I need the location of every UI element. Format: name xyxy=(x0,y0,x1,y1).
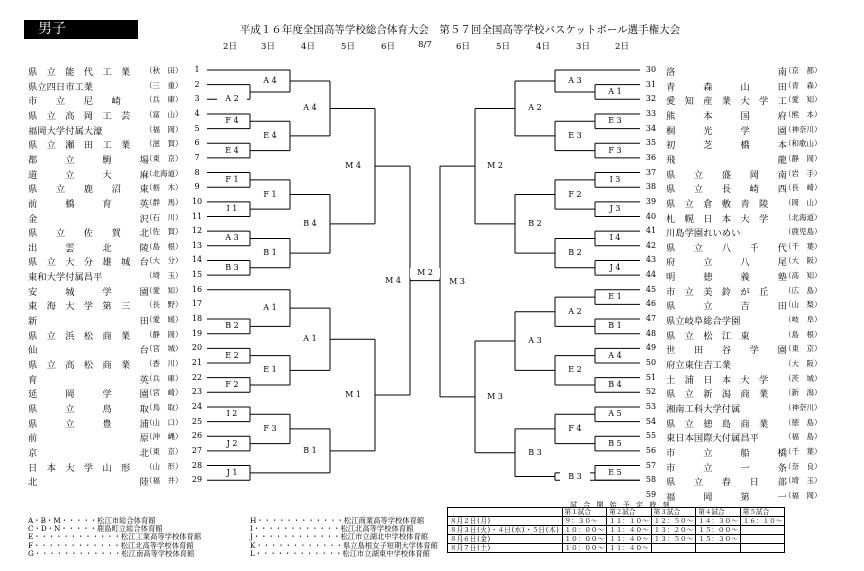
tournament-title: 平成１６年度全国高等学校総合体育大会 第５７回全国高等学校バスケットボール選手権大会 xyxy=(239,24,681,36)
seed-number: 26 xyxy=(191,431,203,441)
seed-number: 39 xyxy=(645,196,657,206)
team-name: 県 立 八 千 代 xyxy=(666,242,787,254)
match-label: B 2 xyxy=(217,321,247,331)
team-prefecture: （大 阪） xyxy=(784,256,822,266)
team-prefecture: （栃 木） xyxy=(145,183,183,193)
team-name: 県 立 浜 松 商 業 xyxy=(28,330,131,342)
match-label: M 3 xyxy=(442,277,472,287)
seed-number: 9 xyxy=(194,182,200,192)
match-label: I 3 xyxy=(600,175,630,185)
legend-line: G・・・・・・・・・・・・松江南高等学校体育館 xyxy=(28,548,195,558)
schedule-cell: １０：００～ xyxy=(562,535,607,544)
team-name: 都 立 駒 場 xyxy=(28,154,149,166)
seed-number: 4 xyxy=(194,108,200,118)
team-prefecture: （広 島） xyxy=(784,285,822,295)
seed-number: 23 xyxy=(191,387,203,397)
seed-number: 57 xyxy=(645,460,657,470)
team-name: 飛 龍 xyxy=(666,154,787,166)
schedule-cell: １３：２０～ xyxy=(651,526,696,535)
seed-number: 10 xyxy=(191,196,203,206)
match-label: A 5 xyxy=(600,409,630,419)
match-label: E 4 xyxy=(255,131,285,141)
match-label: M 2 xyxy=(480,161,510,171)
schedule-cell: １１：４０～ xyxy=(607,535,652,544)
schedule-cell: 第２試合 xyxy=(607,508,652,517)
seed-number: 20 xyxy=(191,343,203,353)
match-label: J 1 xyxy=(217,468,247,478)
schedule-cell: １４：３０～ xyxy=(696,517,741,526)
team-prefecture: （愛 媛） xyxy=(145,315,183,325)
team-prefecture: （宮 城） xyxy=(145,344,183,354)
team-name: 出 雲 北 陵 xyxy=(28,242,149,254)
seed-number: 19 xyxy=(191,328,203,338)
team-prefecture: （群 馬） xyxy=(145,197,183,207)
team-prefecture: （北海道） xyxy=(145,168,183,178)
seed-number: 12 xyxy=(191,226,203,236)
match-label: A 4 xyxy=(295,103,325,113)
venue-legend-left xyxy=(28,517,201,558)
match-label: B 3 xyxy=(560,472,590,482)
match-label: I 1 xyxy=(217,204,247,214)
seed-number: 36 xyxy=(645,152,657,162)
match-label: M 3 xyxy=(480,392,510,402)
match-label: F 2 xyxy=(560,190,590,200)
team-name: 前 橋 育 英 xyxy=(28,198,149,210)
team-prefecture: （神奈川） xyxy=(784,402,822,412)
team-name: 県 立 吉 田 xyxy=(666,301,787,313)
team-prefecture: （三 重） xyxy=(145,80,183,90)
match-label: E 3 xyxy=(600,116,630,126)
team-prefecture: （山 梨） xyxy=(784,300,822,310)
team-name: 明 徳 義 塾 xyxy=(666,272,787,284)
seed-number: 46 xyxy=(645,299,657,309)
match-label: I 4 xyxy=(600,233,630,243)
seed-number: 27 xyxy=(191,445,203,455)
schedule-cell xyxy=(740,544,785,553)
team-name: 県 立 春 日 部 xyxy=(666,477,787,489)
team-prefecture: （茨 城） xyxy=(784,373,822,383)
team-name: 北 陸 xyxy=(28,477,149,489)
match-label: A 3 xyxy=(520,336,550,346)
schedule-cell: １３：５０～ xyxy=(651,535,696,544)
legend-line: J・・・・・・・・・・・・松江市立湖北中学校体育館 xyxy=(250,532,429,542)
seed-number: 52 xyxy=(645,387,657,397)
match-label: J 3 xyxy=(600,204,630,214)
team-prefecture: （兵 庫） xyxy=(145,373,183,383)
team-name: 湘南工科大学付属 xyxy=(666,403,741,415)
schedule-cell: １６：１０～ xyxy=(740,517,785,526)
team-prefecture: （島 根） xyxy=(145,241,183,251)
team-name: 桐 光 学 園 xyxy=(666,125,787,137)
schedule-cell: 第５試合 xyxy=(740,508,785,517)
match-label: F 1 xyxy=(255,190,285,200)
team-prefecture: （島 根） xyxy=(784,329,822,339)
team-name: 県 立 高 松 商 業 xyxy=(28,360,131,371)
team-name: 仙 台 xyxy=(28,345,149,357)
team-prefecture: （長 野） xyxy=(145,300,183,310)
team-prefecture: （愛 知） xyxy=(145,285,183,295)
team-prefecture: （静 岡） xyxy=(145,329,183,339)
match-label: B 5 xyxy=(600,439,630,449)
seed-number: 2 xyxy=(194,79,200,89)
team-prefecture: （石 川） xyxy=(145,212,183,222)
day-header: 6日 xyxy=(381,42,395,52)
team-prefecture: （千 葉） xyxy=(784,446,822,456)
day-header: 3日 xyxy=(576,42,590,52)
schedule-cell: 第１試合 xyxy=(562,508,607,517)
schedule-cell: １０：００～ xyxy=(562,544,607,553)
match-label: B 1 xyxy=(600,321,630,331)
team-prefecture: （千 葉） xyxy=(784,241,822,251)
team-name: 県立四日市工業 xyxy=(28,81,94,93)
seed-number: 35 xyxy=(645,138,657,148)
team-prefecture: （岐 阜） xyxy=(784,315,822,325)
team-prefecture: （青 森） xyxy=(784,80,822,90)
team-name: 県 立 鹿 沼 東 xyxy=(28,184,149,196)
seed-number: 55 xyxy=(645,431,657,441)
seed-number: 17 xyxy=(191,299,203,309)
match-label: E 2 xyxy=(560,365,590,375)
seed-number: 51 xyxy=(645,372,657,382)
match-label: F 1 xyxy=(217,175,247,185)
team-name: 県 立 鳥 取 xyxy=(28,403,149,415)
team-name: 東日本国際大付属昌平 xyxy=(666,433,759,445)
schedule-row xyxy=(448,544,785,553)
legend-line: K・・・・・・・・・・・・県立島根女子短期大学体育館 xyxy=(250,540,438,550)
schedule-cell: 第４試合 xyxy=(696,508,741,517)
team-name: 愛 知 産 業 大 学 工 xyxy=(666,96,787,108)
match-label: A 3 xyxy=(217,233,247,243)
match-label: E 1 xyxy=(255,365,285,375)
match-label: A 2 xyxy=(217,94,247,104)
seed-number: 31 xyxy=(645,79,657,89)
team-prefecture: （香 川） xyxy=(145,359,183,368)
match-label: A 1 xyxy=(255,303,285,313)
team-prefecture: （静 岡） xyxy=(784,153,822,163)
match-label: F 4 xyxy=(217,116,247,126)
team-name: 県 立 新 潟 商 業 xyxy=(666,389,769,401)
seed-number: 56 xyxy=(645,445,657,455)
seed-number: 14 xyxy=(191,255,203,265)
match-label: A 3 xyxy=(560,76,590,86)
seed-number: 59 xyxy=(645,489,657,499)
match-label: J 4 xyxy=(600,263,630,273)
legend-line: F・・・・・・・・・・・・松江北高等学校体育館 xyxy=(28,540,194,550)
venue-legend-right xyxy=(250,517,438,558)
match-label: E 1 xyxy=(600,292,630,302)
schedule-cell: １１：１０～ xyxy=(607,517,652,526)
team-name: 初 芝 橋 本 xyxy=(666,140,787,152)
team-prefecture: （兵 庫） xyxy=(145,95,183,105)
schedule-cell: ８月６日(金) xyxy=(448,535,563,544)
team-prefecture: （山 形） xyxy=(145,461,183,471)
team-name: 洛 南 xyxy=(666,67,787,78)
team-name: 県 立 倉 敷 青 陵 xyxy=(666,198,769,210)
schedule-cell: １５：００～ xyxy=(696,526,741,535)
day-header: 5日 xyxy=(341,42,355,52)
team-prefecture: （東 京） xyxy=(784,344,822,354)
team-prefecture: （宮 崎） xyxy=(145,388,183,398)
team-name: 県 立 豊 浦 xyxy=(28,418,149,430)
team-prefecture: （秋 田） xyxy=(145,66,183,75)
schedule-cell: １１：４０～ xyxy=(607,544,652,553)
seed-number: 8 xyxy=(194,167,200,177)
match-label: M 4 xyxy=(378,276,408,286)
match-label: M 1 xyxy=(338,390,368,400)
team-name: 熊 本 国 府 xyxy=(666,110,787,122)
seed-number: 7 xyxy=(194,152,200,162)
schedule-cell xyxy=(696,544,741,553)
match-label: B 1 xyxy=(295,446,325,456)
seed-number: 28 xyxy=(191,460,203,470)
match-label: M 2 xyxy=(410,268,440,278)
seed-number: 53 xyxy=(645,401,657,411)
team-name: 青 森 山 田 xyxy=(666,81,787,93)
seed-number: 21 xyxy=(191,358,203,367)
day-header: 2日 xyxy=(615,42,629,52)
match-label: B 4 xyxy=(295,219,325,229)
team-prefecture: （東 京） xyxy=(145,446,183,456)
team-prefecture: （新 潟） xyxy=(784,388,822,398)
team-name: 県 立 長 崎 西 xyxy=(666,184,787,196)
day-header: 6日 xyxy=(456,42,470,52)
team-name: 府立東住吉工業 xyxy=(666,360,732,371)
seed-number: 50 xyxy=(645,358,657,367)
match-label: A 2 xyxy=(520,103,550,113)
gender-label: 男子 xyxy=(24,20,138,39)
seed-number: 1 xyxy=(194,65,200,74)
team-prefecture: （埼 玉） xyxy=(784,476,822,486)
team-prefecture: （福 岡） xyxy=(784,490,822,500)
team-name: 市 立 尼 崎 xyxy=(28,96,121,108)
team-name: 金 沢 xyxy=(28,213,149,225)
seed-number: 22 xyxy=(191,372,203,382)
match-label: J 2 xyxy=(217,439,247,449)
team-name: 育 英 xyxy=(28,374,149,386)
team-prefecture: （高 知） xyxy=(784,271,822,281)
schedule-title: 試 合 開 始 予 定 時 刻 xyxy=(570,501,672,509)
match-label: A 1 xyxy=(600,87,630,97)
seed-number: 45 xyxy=(645,284,657,294)
seed-number: 33 xyxy=(645,108,657,118)
schedule-table xyxy=(447,507,785,553)
seed-number: 30 xyxy=(645,65,657,74)
team-prefecture: （鳥 取） xyxy=(145,402,183,412)
team-name: 前 原 xyxy=(28,433,149,445)
seed-number: 48 xyxy=(645,328,657,338)
day-header: 3日 xyxy=(261,42,275,52)
seed-number: 54 xyxy=(645,416,657,426)
team-name: 府 立 八 尾 xyxy=(666,257,787,269)
team-name: 新 田 xyxy=(28,316,149,328)
team-name: 県立岐阜総合学園 xyxy=(666,316,741,328)
team-name: 県 立 瀬 田 工 業 xyxy=(28,140,131,152)
team-name: 市 立 一 条 xyxy=(666,462,787,474)
team-name: 県 立 徳 島 商 業 xyxy=(666,418,769,430)
team-name: 東 海 大 学 第 三 xyxy=(28,301,131,313)
match-label: F 2 xyxy=(217,380,247,390)
team-prefecture: （長 崎） xyxy=(784,183,822,193)
match-label: E 2 xyxy=(217,351,247,361)
team-prefecture: （滋 賀） xyxy=(145,139,183,149)
team-name: 市 立 船 橋 xyxy=(666,447,787,459)
team-name: 京 北 xyxy=(28,447,149,459)
team-name: 川島学園れいめい xyxy=(666,228,741,240)
team-prefecture: （和歌山） xyxy=(784,139,822,149)
team-prefecture: （福 島） xyxy=(784,432,822,442)
team-name: 県 立 佐 賀 北 xyxy=(28,228,149,240)
schedule-row xyxy=(448,535,785,544)
seed-number: 38 xyxy=(645,182,657,192)
schedule-cell: 第３試合 xyxy=(651,508,696,517)
day-header: 8/7 xyxy=(418,40,432,50)
schedule-cell: １５：３０～ xyxy=(696,535,741,544)
team-prefecture: （神奈川） xyxy=(784,124,822,134)
team-name: 県 立 盛 岡 南 xyxy=(666,169,787,181)
team-prefecture: （徳 島） xyxy=(784,417,822,427)
team-prefecture: （東 京） xyxy=(145,153,183,163)
team-prefecture: （大 阪） xyxy=(784,359,822,368)
seed-number: 25 xyxy=(191,416,203,426)
seed-number: 3 xyxy=(194,94,200,104)
seed-number: 34 xyxy=(645,123,657,133)
seed-number: 18 xyxy=(191,314,203,324)
schedule-cell: １０：００～ xyxy=(562,526,607,535)
schedule-cell xyxy=(651,544,696,553)
team-name: 県 立 松 江 東 xyxy=(666,330,750,342)
match-label: E 4 xyxy=(217,146,247,156)
schedule-cell: ８月３日(火)・４日(水)・５日(木) xyxy=(448,526,563,535)
team-prefecture: （佐 賀） xyxy=(145,227,183,237)
match-label: E 5 xyxy=(600,468,630,478)
seed-number: 41 xyxy=(645,226,657,236)
match-label: A 4 xyxy=(255,76,285,86)
seed-number: 6 xyxy=(194,138,200,148)
team-prefecture: （沖 縄） xyxy=(145,432,183,442)
team-name: 福 岡 第 一 xyxy=(666,491,787,503)
team-prefecture: （岩 手） xyxy=(784,168,822,178)
seed-number: 49 xyxy=(645,343,657,353)
team-name: 日 本 大 学 山 形 xyxy=(28,462,131,474)
day-header: 5日 xyxy=(496,42,510,52)
match-label: B 2 xyxy=(560,248,590,258)
schedule-cell xyxy=(448,508,563,517)
day-header: 4日 xyxy=(301,42,315,52)
match-label: F 3 xyxy=(600,146,630,156)
seed-number: 44 xyxy=(645,270,657,280)
day-header: 2日 xyxy=(223,42,237,52)
team-prefecture: （大 分） xyxy=(145,256,183,266)
schedule-cell: １２：５０～ xyxy=(651,517,696,526)
team-name: 東和大学付属昌平 xyxy=(28,272,103,284)
seed-number: 43 xyxy=(645,255,657,265)
seed-number: 16 xyxy=(191,284,203,294)
seed-number: 40 xyxy=(645,211,657,221)
match-label: A 2 xyxy=(560,307,590,317)
team-prefecture: （奈 良） xyxy=(784,461,822,471)
seed-number: 42 xyxy=(645,240,657,250)
match-label: I 2 xyxy=(217,409,247,419)
match-label: B 3 xyxy=(217,263,247,273)
team-name: 市 立 美 鈴 が 丘 xyxy=(666,286,769,298)
match-label: F 3 xyxy=(255,424,285,434)
schedule-cell: １１：４０～ xyxy=(607,526,652,535)
team-prefecture: （北海道） xyxy=(784,212,822,222)
match-label: B 1 xyxy=(255,248,285,258)
schedule-cell: ９：３０～ xyxy=(562,517,607,526)
match-label: F 4 xyxy=(560,424,590,434)
seed-number: 29 xyxy=(191,475,203,485)
match-label: B 3 xyxy=(520,448,550,458)
team-name: 札 幌 日 本 大 学 xyxy=(666,213,769,225)
team-prefecture: （山 口） xyxy=(145,417,183,427)
seed-number: 58 xyxy=(645,475,657,485)
match-label: A 4 xyxy=(600,351,630,361)
team-name: 世 田 谷 学 園 xyxy=(666,345,787,357)
team-name: 県 立 高 岡 工 芸 xyxy=(28,110,131,122)
legend-line: L・・・・・・・・・・・・松江市立湖東中学校体育館 xyxy=(250,548,430,558)
match-label: B 4 xyxy=(600,380,630,390)
team-prefecture: （京 都） xyxy=(784,66,822,75)
team-prefecture: （愛 知） xyxy=(784,95,822,105)
seed-number: 24 xyxy=(191,401,203,411)
legend-line: I・・・・・・・・・・・・松江北高等学校体育館 xyxy=(250,524,414,534)
team-name: 道 立 大 麻 xyxy=(28,169,149,181)
seed-number: 47 xyxy=(645,314,657,324)
match-label: E 3 xyxy=(560,131,590,141)
team-prefecture: （富 山） xyxy=(145,109,183,119)
schedule-row xyxy=(448,526,785,535)
schedule-cell: ８月２日(月) xyxy=(448,517,563,526)
team-name: 県 立 能 代 工 業 xyxy=(28,67,131,78)
schedule-cell xyxy=(740,535,785,544)
match-label: B 2 xyxy=(520,219,550,229)
seed-number: 37 xyxy=(645,167,657,177)
day-header: 4日 xyxy=(536,42,550,52)
team-prefecture: （埼 玉） xyxy=(145,271,183,281)
team-name: 安 城 学 園 xyxy=(28,286,149,298)
team-name: 延 岡 学 園 xyxy=(28,389,149,401)
team-prefecture: （福 井） xyxy=(145,476,183,486)
team-name: 福岡大学付属大濠 xyxy=(28,125,103,137)
legend-line: A・B・M・・・・・松江市総合体育館 xyxy=(28,516,156,525)
schedule-cell: ８月７日(土) xyxy=(448,544,563,553)
match-label: A 1 xyxy=(295,334,325,344)
match-label: M 4 xyxy=(338,161,368,171)
legend-line: C・D・N・・・・・鹿島町立総合体育館 xyxy=(28,524,163,534)
seed-number: 13 xyxy=(191,240,203,250)
legend-line: H・・・・・・・・・・・・松江商業高等学校体育館 xyxy=(250,516,425,525)
team-name: 県 立 大 分 雄 城 台 xyxy=(28,257,149,269)
seed-number: 5 xyxy=(194,123,200,133)
schedule-header-row xyxy=(448,508,785,517)
legend-line: E・・・・・・・・・・・・松江工業高等学校体育館 xyxy=(28,532,202,542)
schedule-row xyxy=(448,517,785,526)
seed-number: 32 xyxy=(645,94,657,104)
team-prefecture: （鹿児島） xyxy=(784,227,822,237)
team-prefecture: （福 岡） xyxy=(145,124,183,134)
team-prefecture: （熊 本） xyxy=(784,109,822,119)
team-name: 土 浦 日 本 大 学 xyxy=(666,374,769,386)
seed-number: 15 xyxy=(191,270,203,280)
team-prefecture: （岡 山） xyxy=(784,197,822,207)
seed-number: 11 xyxy=(191,211,203,221)
schedule-cell xyxy=(740,526,785,535)
